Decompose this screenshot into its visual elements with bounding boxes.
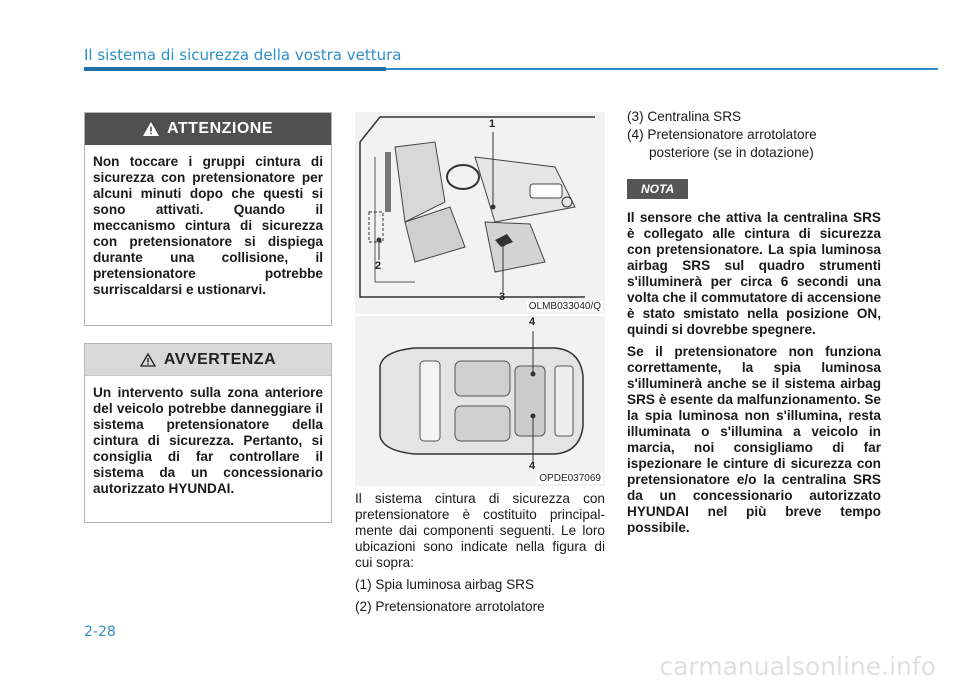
callout-1: 1 <box>489 118 496 130</box>
caution-box-header <box>85 344 331 376</box>
top-view-figure <box>355 316 605 486</box>
caution-title: AVVERTENZA <box>163 350 277 368</box>
nota-paragraph-1: Il sensore che attiva la centralina SRS è collegato alle cintura di sicurezza con pretensionatore. La spia luminosa airbag SRS sul quadro strumenti s'illuminerà per circa 6 secondi una volta che il commutatore di accensione è stato smistato nella posizione ON, quindi si dovrebbe spegnere. <box>627 210 881 337</box>
list-item: (1) Spia luminosa airbag SRS <box>355 577 535 592</box>
page-number: 2-28 <box>84 624 116 640</box>
caution-text: Un intervento sulla zona anteriore del veicolo potrebbe danneggiare il sistema pretensionatore della cintura di sicurezza. Pertanto, si consiglia di far controllare il sistema da un concessionario autorizzato HYUNDAI. <box>93 385 323 496</box>
callout-3: 3 <box>499 291 506 303</box>
caution-triangle-icon <box>140 353 156 367</box>
callout-4-top: 4 <box>529 316 536 328</box>
header-rule <box>386 68 938 70</box>
warning-box-header <box>85 113 331 145</box>
warning-text: Non toccare i gruppi cintura di sicurezza con pretensionatore per alcuni minuti dopo che questi si sono attivati. Quando il meccanismo cintura di sicurezza con pretensionatore si dispiega durante una collisione, il pretensionatore potrebbe surriscaldarsi e ustionarvi. <box>93 154 323 297</box>
section-title: Il sistema di sicurezza della vostra vettura <box>84 46 402 64</box>
figure-code: OPDE037069 <box>539 473 601 484</box>
callout-4-bottom: 4 <box>529 460 536 472</box>
watermark: carmanualsonline.info <box>659 652 936 681</box>
interior-illustration <box>355 112 605 314</box>
intro-paragraph: Il sistema cintura di sicurezza con pretensionatore è costituito principal-mente dai componenti seguenti. Le loro ubicazioni sono indicate nella figura di cui sopra: <box>355 491 605 570</box>
list-item: (3) Centralina SRS <box>627 109 742 124</box>
nota-badge: NOTA <box>627 179 688 199</box>
list-item: (4) Pretensionatore arrotolatore <box>627 127 817 142</box>
middle-text <box>355 491 605 621</box>
warning-triangle-icon <box>143 122 159 136</box>
right-column <box>627 109 881 542</box>
interior-figure <box>355 112 605 314</box>
caution-box <box>84 343 332 523</box>
top-view-illustration <box>355 316 605 486</box>
nota-paragraph-2: Se il pretensionatore non funziona correttamente, la spia luminosa s'illuminerà anche se il sistema airbag SRS è esente da malfunzionamento. Se la spia luminosa non s'illumina, resta illuminata o s'illumina a veicolo in marcia, noi consigliamo di far ispezionare le cinture di sicurezza con pretensionatore e/o la centralina SRS da un concessionario autorizzato HYUNDAI nel più breve tempo possibile. <box>627 344 881 535</box>
warning-title: ATTENZIONE <box>166 120 274 137</box>
list-item: (2) Pretensionatore arrotolatore <box>355 599 545 614</box>
list-item-sub: posteriore (se in dotazione) <box>649 145 814 160</box>
header-rule-dark <box>84 67 386 71</box>
callout-2: 2 <box>375 260 382 272</box>
warning-box <box>84 112 332 326</box>
figure-code: OLMB033040/Q <box>528 301 601 312</box>
